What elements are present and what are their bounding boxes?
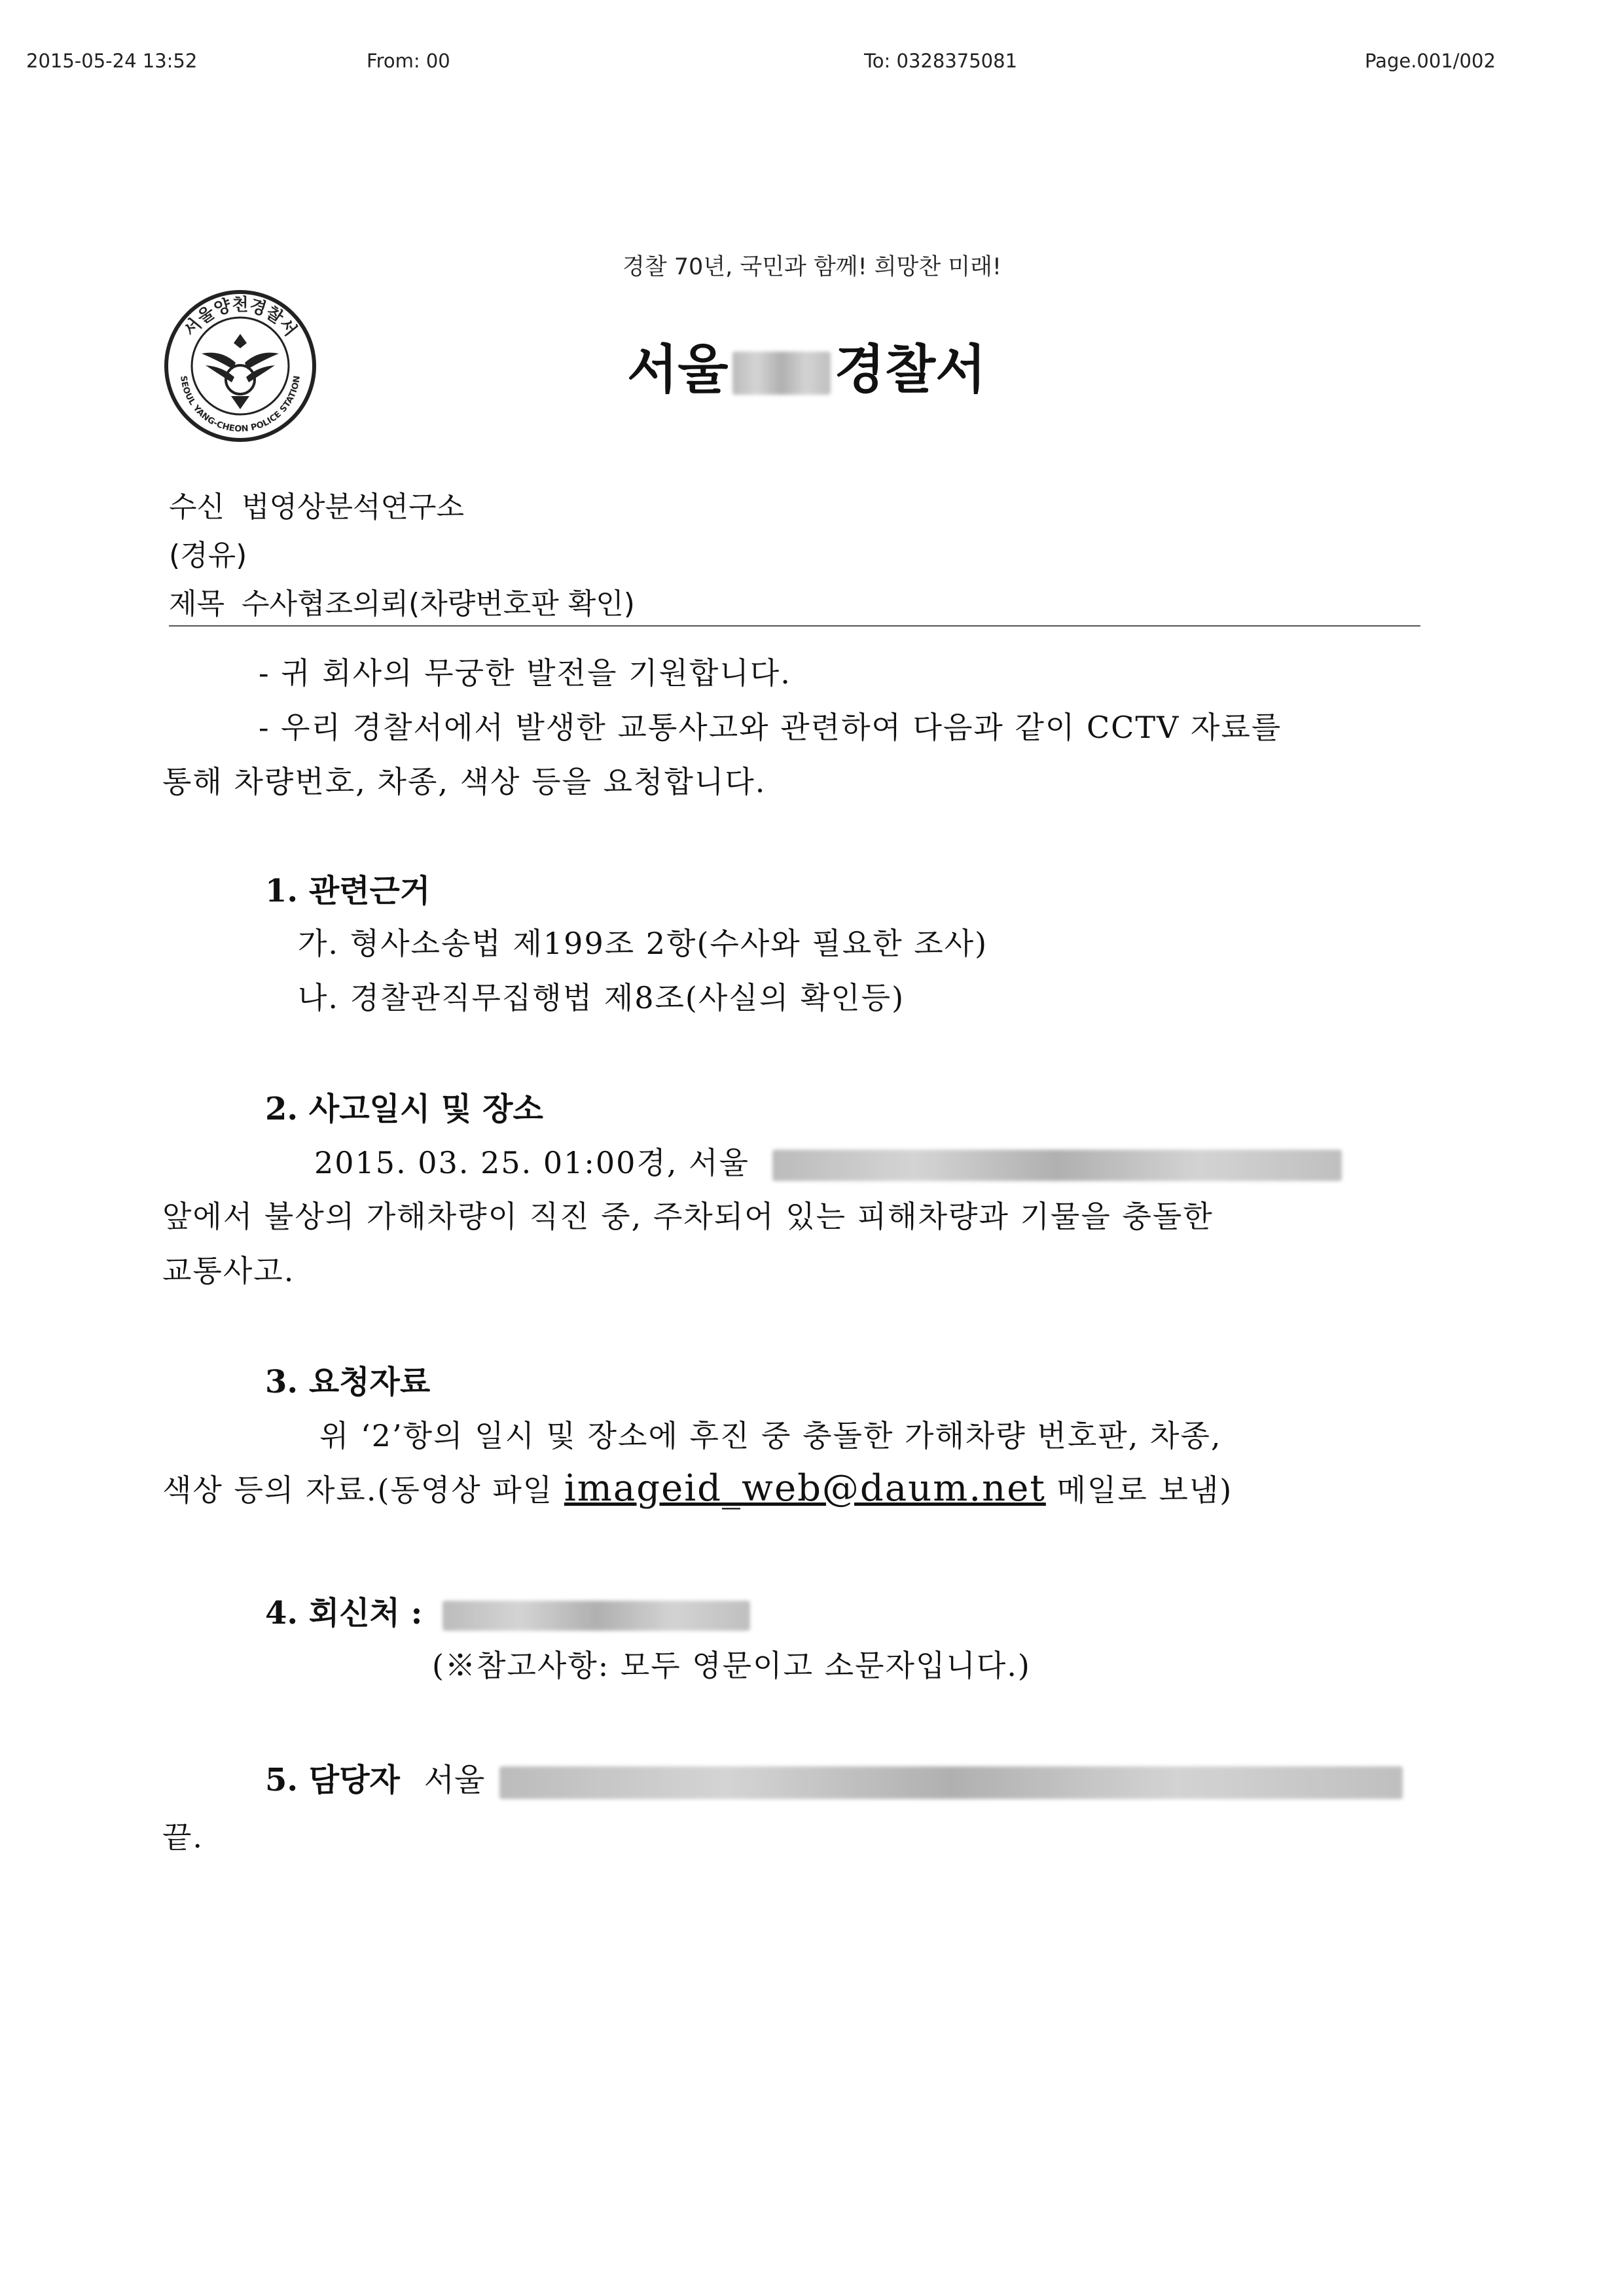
redacted-officer-info bbox=[499, 1766, 1403, 1799]
intro-line-2: - 우리 경찰서에서 발생한 교통사고와 관련하여 다음과 같이 CCTV 자료를 bbox=[259, 710, 1282, 745]
section-4-heading: 4. 회신처 : bbox=[265, 1595, 423, 1631]
fax-from: From: 00 bbox=[367, 50, 450, 72]
slogan: 경찰 70년, 국민과 함께! 희망찬 미래! bbox=[623, 254, 1001, 280]
section-5-value: 서울 bbox=[424, 1762, 485, 1798]
fax-page: Page.001/002 bbox=[1365, 50, 1496, 72]
section-4-row bbox=[265, 1588, 750, 1633]
recipient-label: 수신 bbox=[169, 490, 225, 524]
redacted-district bbox=[732, 352, 831, 395]
subject-row bbox=[169, 580, 635, 622]
section-3-line-1: 위 ‘2’항의 일시 및 장소에 후진 중 충돌한 가해차량 번호판, 차종, bbox=[319, 1418, 1222, 1453]
intro-line-1: - 귀 회사의 무궁한 발전을 기원합니다. bbox=[259, 655, 791, 691]
seal-bottom-text: SEOUL YANG-CHEON POLICE STATION bbox=[178, 374, 302, 435]
subject-label: 제목 bbox=[169, 587, 225, 621]
email-link[interactable]: imageid_web@daum.net bbox=[564, 1467, 1046, 1510]
seal-top-text: 서울양천경찰서 bbox=[180, 295, 300, 340]
fax-to: To: 0328375081 bbox=[864, 50, 1018, 72]
org-title-prefix: 서울 bbox=[627, 339, 729, 400]
section-1-item-b: 나. 경찰관직무집행법 제8조(사실의 확인등) bbox=[298, 980, 905, 1015]
section-3-line-2-pre: 색상 등의 자료.(동영상 파일 bbox=[162, 1472, 554, 1508]
section-1-item-a: 가. 형사소송법 제199조 2항(수사와 필요한 조사) bbox=[298, 926, 988, 961]
section-3-heading: 3. 요청자료 bbox=[265, 1364, 431, 1400]
closing: 끝. bbox=[162, 1819, 204, 1855]
section-3-line-2-post: 메일로 보냄) bbox=[1056, 1472, 1233, 1508]
recipient-row bbox=[169, 483, 464, 525]
fax-header bbox=[0, 50, 1624, 76]
section-2-line-3: 교통사고. bbox=[162, 1253, 295, 1288]
fax-datetime: 2015-05-24 13:52 bbox=[26, 50, 198, 72]
org-title-suffix: 경찰서 bbox=[834, 339, 986, 400]
section-2-heading: 2. 사고일시 및 장소 bbox=[265, 1091, 543, 1127]
section-5-heading: 5. 담당자 bbox=[265, 1762, 400, 1798]
section-5-row bbox=[265, 1755, 1403, 1800]
via-row: (경유) bbox=[169, 539, 247, 572]
intro-line-3: 통해 차량번호, 차종, 색상 등을 요청합니다. bbox=[162, 764, 767, 799]
section-3-line-2 bbox=[162, 1467, 1233, 1510]
section-1-heading: 1. 관련근거 bbox=[265, 873, 431, 909]
header-divider bbox=[169, 625, 1420, 627]
recipient-value: 법영상분석연구소 bbox=[242, 490, 465, 524]
section-4-note: (※참고사항: 모두 영문이고 소문자입니다.) bbox=[432, 1648, 1031, 1683]
section-2-line-1 bbox=[314, 1139, 1342, 1182]
redacted-reply-address bbox=[442, 1601, 750, 1631]
subject-value: 수사협조의뢰(차량번호판 확인) bbox=[242, 587, 635, 621]
org-title bbox=[627, 327, 986, 403]
redacted-address bbox=[772, 1150, 1342, 1181]
section-2-datetime-place: 2015. 03. 25. 01:00경, 서울 bbox=[314, 1145, 749, 1180]
police-seal-logo bbox=[162, 288, 318, 444]
section-2-line-2: 앞에서 불상의 가해차량이 직진 중, 주차되어 있는 피해차량과 기물을 충돌한 bbox=[162, 1199, 1214, 1234]
